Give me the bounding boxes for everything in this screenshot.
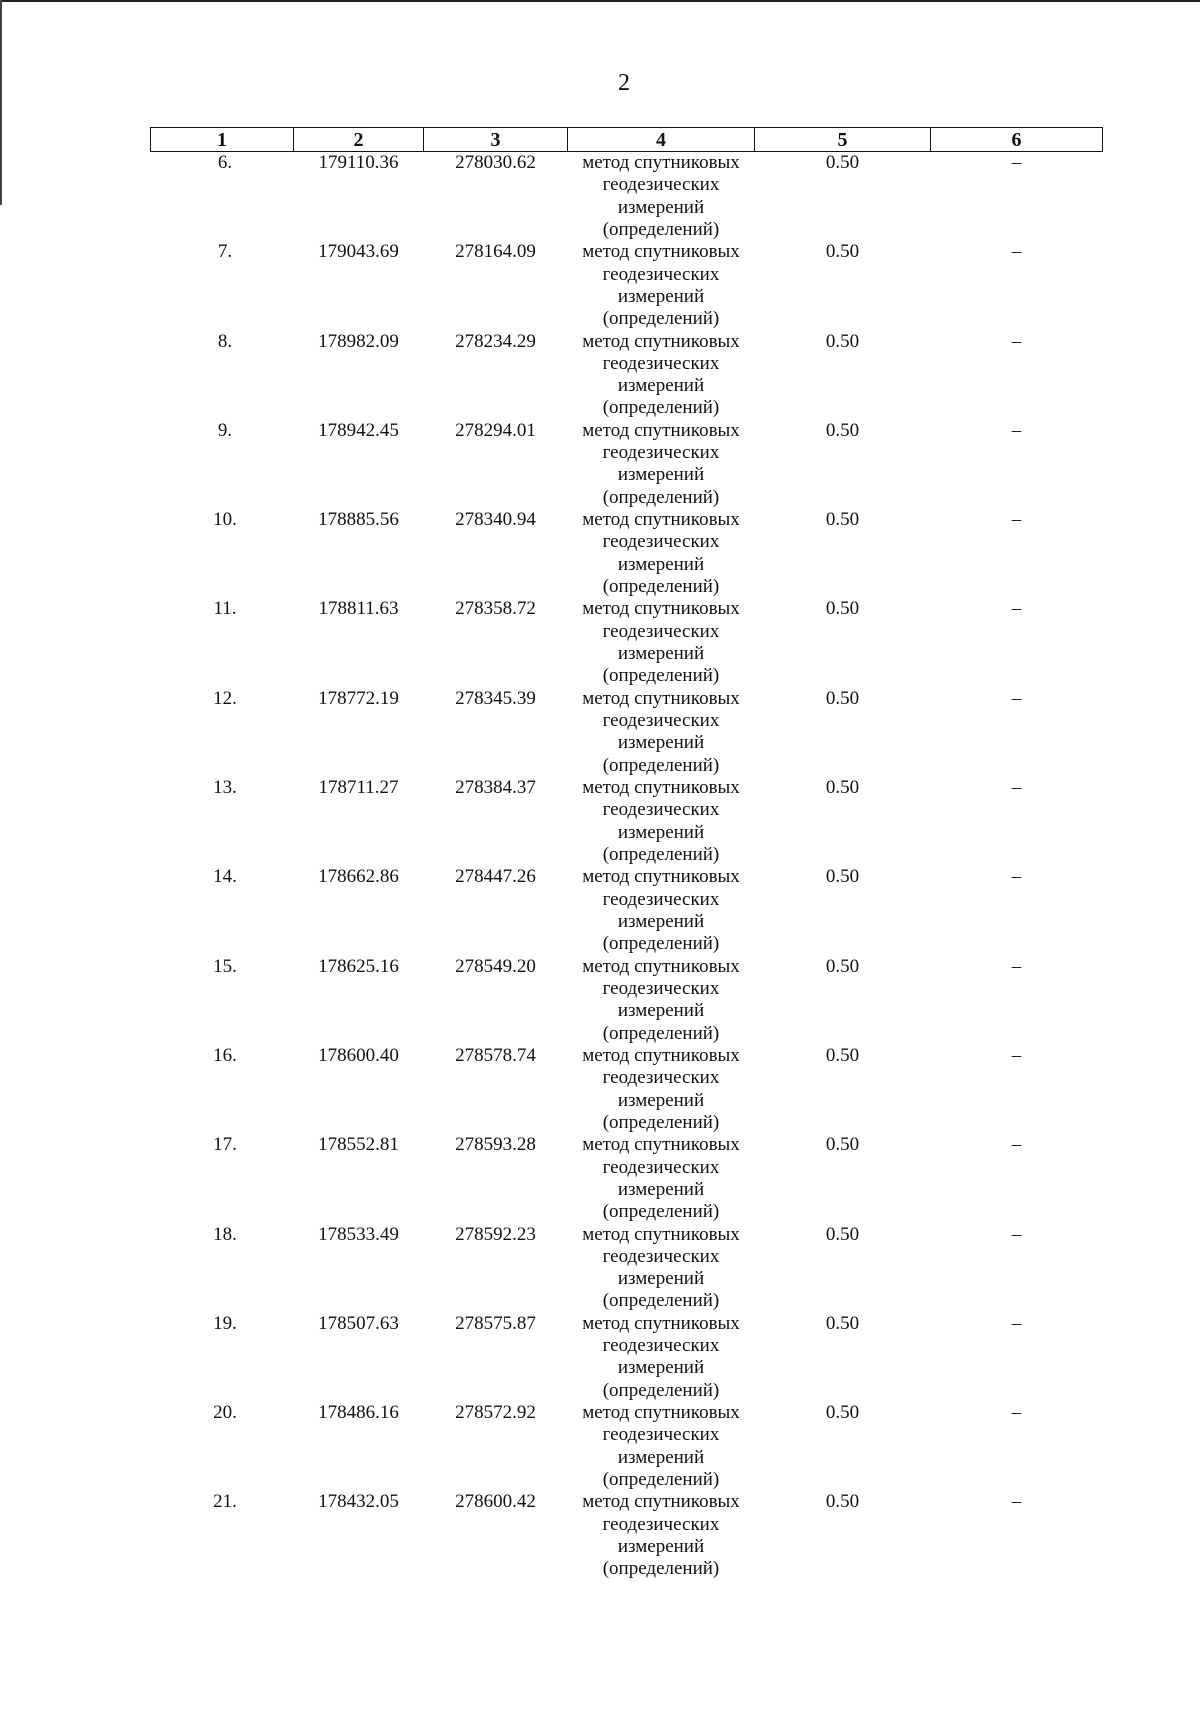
point-number-cell: [151, 598, 294, 687]
accuracy-cell: [755, 1402, 931, 1491]
point-number-cell-text: 6.: [217, 152, 233, 173]
method-cell: [568, 866, 755, 955]
point-number-cell-text: 11.: [213, 598, 237, 620]
point-number-cell: [151, 420, 294, 509]
description-cell-text: –: [1011, 330, 1022, 352]
method-line: (определений): [602, 1469, 720, 1491]
method-line: геодезических: [602, 799, 720, 821]
point-number-cell-text: 10.: [213, 509, 237, 531]
coordinate-y-cell-text: 278164.09: [455, 241, 536, 263]
method-line: метод спутниковых: [582, 1134, 740, 1156]
method-line: геодезических: [602, 888, 720, 910]
method-line: метод спутниковых: [582, 1402, 740, 1424]
accuracy-cell: [755, 420, 931, 509]
description-cell: [931, 241, 1103, 330]
description-cell-text: –: [1011, 419, 1022, 441]
method-line: метод спутниковых: [582, 777, 740, 799]
coordinate-y-cell-text: 278600.42: [455, 1491, 536, 1513]
accuracy-cell: [755, 866, 931, 955]
table-row: [151, 688, 1103, 777]
accuracy-cell-text: 0.50: [825, 598, 860, 620]
coordinate-y-cell: [424, 866, 568, 955]
accuracy-cell-text: 0.50: [825, 1402, 860, 1424]
method-line: измерений: [617, 553, 705, 575]
table-row: [151, 777, 1103, 866]
table-row: [151, 1313, 1103, 1402]
method-line: метод спутниковых: [582, 687, 740, 709]
point-number-cell-text: 17.: [213, 1134, 237, 1156]
coordinate-x-cell-text: 178507.63: [318, 1312, 399, 1334]
coordinate-x-cell-text: 178885.56: [318, 509, 399, 531]
coordinate-x-cell: [294, 420, 424, 509]
method-line: (определений): [602, 576, 720, 598]
method-line: геодезических: [602, 1513, 720, 1535]
description-cell: [931, 1313, 1103, 1402]
coordinate-y-cell-text: 278572.92: [455, 1402, 536, 1424]
description-cell-text: –: [1011, 955, 1022, 977]
method-line: геодезических: [602, 620, 720, 642]
accuracy-cell-text: 0.50: [825, 1134, 860, 1156]
method-line: (определений): [602, 308, 720, 330]
accuracy-cell-text: 0.50: [825, 1044, 860, 1066]
method-line: метод спутниковых: [582, 1491, 740, 1513]
accuracy-cell-text: 0.50: [825, 687, 860, 709]
coordinate-x-cell: [294, 777, 424, 866]
description-cell-text: –: [1011, 1491, 1022, 1513]
coordinate-y-cell-text: 278384.37: [455, 777, 536, 799]
coordinate-y-cell-text: 278549.20: [455, 955, 536, 977]
accuracy-cell-text: 0.50: [825, 419, 860, 441]
coordinate-y-cell-text: 278447.26: [455, 866, 536, 888]
point-number-cell-text: 7.: [217, 241, 233, 263]
method-line: (определений): [602, 665, 720, 687]
table-row: [151, 509, 1103, 598]
coordinate-x-cell-text: 178982.09: [318, 330, 399, 352]
description-cell: [931, 152, 1103, 242]
table-row: [151, 1402, 1103, 1491]
description-cell: [931, 777, 1103, 866]
method-line: метод спутниковых: [582, 241, 740, 263]
method-cell: [568, 1134, 755, 1223]
method-cell: [568, 1402, 755, 1491]
method-line: геодезических: [602, 174, 720, 196]
description-cell-text: –: [1011, 509, 1022, 531]
coordinate-y-cell: [424, 1491, 568, 1580]
coordinate-y-cell: [424, 1134, 568, 1223]
table-row: [151, 1045, 1103, 1134]
accuracy-cell-text: 0.50: [825, 241, 860, 263]
coordinate-y-cell: [424, 241, 568, 330]
coordinate-y-cell: [424, 509, 568, 598]
description-cell-text: –: [1011, 687, 1022, 709]
description-cell: [931, 956, 1103, 1045]
coordinate-y-cell-text: 278575.87: [455, 1312, 536, 1334]
coordinate-x-cell: [294, 1402, 424, 1491]
coordinate-x-cell-text: 178533.49: [318, 1223, 399, 1245]
point-number-cell: [151, 688, 294, 777]
accuracy-cell-text: 0.50: [825, 1223, 860, 1245]
method-line: геодезических: [602, 531, 720, 553]
table-row: [151, 866, 1103, 955]
description-cell-text: –: [1011, 152, 1022, 173]
header-col-6: 6: [931, 128, 1103, 152]
method-line: метод спутниковых: [582, 509, 740, 531]
table-row: [151, 1134, 1103, 1223]
method-cell: [568, 1224, 755, 1313]
method-line: метод спутниковых: [582, 955, 740, 977]
method-cell: [568, 598, 755, 687]
point-number-cell: [151, 1491, 294, 1580]
method-cell: [568, 1045, 755, 1134]
point-number-cell: [151, 1045, 294, 1134]
method-cell: [568, 1313, 755, 1402]
method-line: измерений: [617, 643, 705, 665]
accuracy-cell: [755, 1491, 931, 1580]
method-cell: [568, 688, 755, 777]
coordinate-x-cell-text: 178662.86: [318, 866, 399, 888]
method-line: метод спутниковых: [582, 1223, 740, 1245]
accuracy-cell: [755, 956, 931, 1045]
coordinate-x-cell: [294, 241, 424, 330]
method-line: метод спутниковых: [582, 866, 740, 888]
header-col-4: 4: [568, 128, 755, 152]
description-cell: [931, 866, 1103, 955]
method-line: геодезических: [602, 710, 720, 732]
method-line: (определений): [602, 754, 720, 776]
method-line: измерений: [617, 196, 705, 218]
accuracy-cell: [755, 688, 931, 777]
coordinate-x-cell-text: 179043.69: [318, 241, 399, 263]
description-cell-text: –: [1011, 1402, 1022, 1424]
coordinate-y-cell-text: 278593.28: [455, 1134, 536, 1156]
point-number-cell: [151, 1134, 294, 1223]
coordinate-x-cell-text: 178432.05: [318, 1491, 399, 1513]
method-line: измерений: [617, 464, 705, 486]
point-number-cell-text: 12.: [213, 687, 237, 709]
accuracy-cell: [755, 1045, 931, 1134]
point-number-cell: [151, 241, 294, 330]
method-line: (определений): [602, 1022, 720, 1044]
point-number-cell: [151, 1224, 294, 1313]
header-col-3: 3: [424, 128, 568, 152]
method-cell: [568, 331, 755, 420]
coordinate-x-cell-text: 178625.16: [318, 955, 399, 977]
coordinate-x-cell-text: 178811.63: [318, 598, 399, 620]
table-row: [151, 598, 1103, 687]
point-number-cell-text: 9.: [217, 419, 233, 441]
description-cell-text: –: [1011, 1044, 1022, 1066]
scan-left-edge: [0, 0, 2, 205]
coordinate-y-cell: [424, 777, 568, 866]
method-line: измерений: [617, 821, 705, 843]
coordinate-y-cell-text: 278340.94: [455, 509, 536, 531]
coordinate-y-cell-text: 278234.29: [455, 330, 536, 352]
method-line: метод спутниковых: [582, 598, 740, 620]
coordinate-x-cell: [294, 956, 424, 1045]
method-line: (определений): [602, 1290, 720, 1312]
method-line: измерений: [617, 910, 705, 932]
coordinate-x-cell: [294, 1224, 424, 1313]
coordinate-y-cell-text: 278345.39: [455, 687, 536, 709]
description-cell: [931, 509, 1103, 598]
method-line: (определений): [602, 1379, 720, 1401]
point-number-cell: [151, 331, 294, 420]
method-line: измерений: [617, 1089, 705, 1111]
coordinate-x-cell: [294, 598, 424, 687]
accuracy-cell: [755, 1134, 931, 1223]
description-cell-text: –: [1011, 1134, 1022, 1156]
method-cell: [568, 1491, 755, 1580]
method-line: (определений): [602, 218, 720, 240]
method-line: (определений): [602, 1111, 720, 1133]
table-row: [151, 1491, 1103, 1580]
point-number-cell: [151, 509, 294, 598]
point-number-cell-text: 15.: [213, 955, 237, 977]
point-number-cell-text: 21.: [213, 1491, 237, 1513]
description-cell: [931, 598, 1103, 687]
accuracy-cell-text: 0.50: [825, 1312, 860, 1334]
accuracy-cell-text: 0.50: [825, 777, 860, 799]
point-number-cell-text: 20.: [213, 1402, 237, 1424]
accuracy-cell-text: 0.50: [825, 509, 860, 531]
description-cell: [931, 1134, 1103, 1223]
method-line: метод спутниковых: [582, 1312, 740, 1334]
accuracy-cell: [755, 1313, 931, 1402]
description-cell: [931, 420, 1103, 509]
accuracy-cell-text: 0.50: [825, 955, 860, 977]
method-cell: [568, 152, 755, 242]
method-line: геодезических: [602, 1424, 720, 1446]
method-line: геодезических: [602, 442, 720, 464]
coordinate-y-cell: [424, 1224, 568, 1313]
description-cell: [931, 1402, 1103, 1491]
coordinate-y-cell: [424, 331, 568, 420]
method-line: измерений: [617, 1357, 705, 1379]
method-line: измерений: [617, 1536, 705, 1558]
point-number-cell-text: 16.: [213, 1044, 237, 1066]
accuracy-cell-text: 0.50: [825, 866, 860, 888]
table-row: [151, 331, 1103, 420]
coordinate-y-cell-text: 278294.01: [455, 419, 536, 441]
method-line: (определений): [602, 486, 720, 508]
description-cell-text: –: [1011, 598, 1022, 620]
accuracy-cell-text: 0.50: [825, 330, 860, 352]
header-col-5: 5: [755, 128, 931, 152]
coordinate-x-cell: [294, 1491, 424, 1580]
coordinate-x-cell: [294, 1134, 424, 1223]
coordinate-y-cell-text: 278592.23: [455, 1223, 536, 1245]
coordinate-x-cell-text: 179110.36: [318, 152, 399, 173]
point-number-cell: [151, 777, 294, 866]
coordinate-x-cell-text: 178486.16: [318, 1402, 399, 1424]
method-line: (определений): [602, 397, 720, 419]
point-number-cell-text: 8.: [217, 330, 233, 352]
coordinate-y-cell: [424, 956, 568, 1045]
method-line: метод спутниковых: [582, 152, 740, 173]
coordinate-x-cell-text: 178772.19: [318, 687, 399, 709]
header-col-2: 2: [294, 128, 424, 152]
description-cell-text: –: [1011, 777, 1022, 799]
description-cell: [931, 1045, 1103, 1134]
table-row: [151, 241, 1103, 330]
coordinate-x-cell: [294, 1313, 424, 1402]
method-line: геодезических: [602, 352, 720, 374]
table-row: [151, 420, 1103, 509]
coordinate-y-cell: [424, 1313, 568, 1402]
coordinate-y-cell-text: 278578.74: [455, 1044, 536, 1066]
method-line: геодезических: [602, 1335, 720, 1357]
table-row: [151, 1224, 1103, 1313]
accuracy-cell: [755, 152, 931, 242]
point-number-cell: [151, 1313, 294, 1402]
point-number-cell: [151, 866, 294, 955]
accuracy-cell-text: 0.50: [825, 1491, 860, 1513]
coordinate-y-cell: [424, 688, 568, 777]
coordinate-y-cell: [424, 152, 568, 242]
accuracy-cell: [755, 598, 931, 687]
description-cell: [931, 1491, 1103, 1580]
method-line: геодезических: [602, 263, 720, 285]
header-col-1: 1: [151, 128, 294, 152]
method-line: (определений): [602, 843, 720, 865]
method-line: измерений: [617, 285, 705, 307]
method-line: (определений): [602, 933, 720, 955]
coordinate-y-cell: [424, 420, 568, 509]
method-line: метод спутниковых: [582, 1044, 740, 1066]
point-number-cell-text: 18.: [213, 1223, 237, 1245]
coordinate-y-cell-text: 278030.62: [455, 152, 536, 173]
coordinate-x-cell: [294, 509, 424, 598]
method-line: геодезических: [602, 1245, 720, 1267]
method-line: метод спутниковых: [582, 419, 740, 441]
method-line: измерений: [617, 375, 705, 397]
description-cell-text: –: [1011, 1312, 1022, 1334]
method-line: (определений): [602, 1558, 720, 1580]
method-line: измерений: [617, 1446, 705, 1468]
coordinate-x-cell: [294, 1045, 424, 1134]
accuracy-cell: [755, 509, 931, 598]
point-number-cell-text: 14.: [213, 866, 237, 888]
method-line: измерений: [617, 1000, 705, 1022]
accuracy-cell: [755, 241, 931, 330]
accuracy-cell: [755, 331, 931, 420]
method-line: геодезических: [602, 1067, 720, 1089]
accuracy-cell: [755, 1224, 931, 1313]
coordinate-y-cell: [424, 598, 568, 687]
description-cell-text: –: [1011, 241, 1022, 263]
method-line: измерений: [617, 1178, 705, 1200]
accuracy-cell-text: 0.50: [825, 152, 860, 173]
method-cell: [568, 956, 755, 1045]
method-cell: [568, 509, 755, 598]
point-number-cell-text: 13.: [213, 777, 237, 799]
method-line: метод спутниковых: [582, 330, 740, 352]
table-row: [151, 152, 1103, 242]
coordinate-x-cell-text: 178600.40: [318, 1044, 399, 1066]
table-body: [151, 152, 1103, 1581]
coordinate-x-cell-text: 178711.27: [318, 777, 399, 799]
description-cell: [931, 688, 1103, 777]
coordinate-x-cell: [294, 688, 424, 777]
coordinates-table: [150, 127, 1103, 1581]
point-number-cell: [151, 1402, 294, 1491]
header-row: [151, 128, 1103, 152]
method-line: геодезических: [602, 1156, 720, 1178]
point-number-cell: [151, 152, 294, 242]
description-cell: [931, 331, 1103, 420]
method-line: (определений): [602, 1201, 720, 1223]
accuracy-cell: [755, 777, 931, 866]
page-number: 2: [618, 70, 630, 96]
coordinate-x-cell: [294, 331, 424, 420]
scan-top-edge: [0, 0, 1200, 2]
point-number-cell: [151, 956, 294, 1045]
method-line: геодезических: [602, 977, 720, 999]
table-header: [151, 128, 1103, 152]
coordinate-y-cell: [424, 1402, 568, 1491]
method-cell: [568, 241, 755, 330]
coordinate-x-cell-text: 178552.81: [318, 1134, 399, 1156]
method-cell: [568, 420, 755, 509]
method-line: измерений: [617, 1268, 705, 1290]
description-cell-text: –: [1011, 1223, 1022, 1245]
description-cell: [931, 1224, 1103, 1313]
coordinate-x-cell-text: 178942.45: [318, 419, 399, 441]
description-cell-text: –: [1011, 866, 1022, 888]
table-row: [151, 956, 1103, 1045]
method-cell: [568, 777, 755, 866]
coordinate-y-cell-text: 278358.72: [455, 598, 536, 620]
point-number-cell-text: 19.: [213, 1312, 237, 1334]
method-line: измерений: [617, 732, 705, 754]
coordinate-x-cell: [294, 152, 424, 242]
coordinate-y-cell: [424, 1045, 568, 1134]
coordinate-x-cell: [294, 866, 424, 955]
